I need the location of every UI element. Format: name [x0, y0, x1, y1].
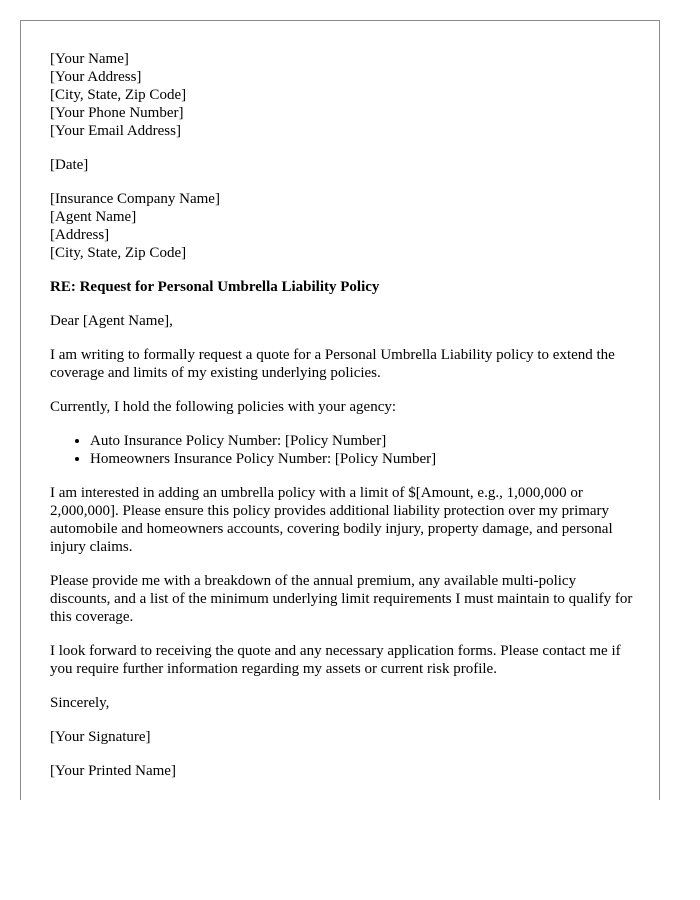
sender-name: [Your Name] — [50, 51, 129, 67]
recipient-address-block — [50, 190, 640, 262]
sender-address-block — [50, 50, 640, 140]
letter-page — [20, 20, 660, 800]
sender-address: [Your Address] — [50, 69, 142, 85]
sender-city-state-zip: [City, State, Zip Code] — [50, 87, 187, 103]
letter-date: [Date] — [50, 157, 89, 173]
list-item: • Auto Insurance Policy Number: [Policy Number] — [90, 432, 640, 450]
recipient-city-state-zip: [City, State, Zip Code] — [50, 245, 187, 261]
list-item: • Homeowners Insurance Policy Number: [Policy Number] — [90, 450, 640, 468]
closing-paragraph: I look forward to receiving the quote and any necessary application forms. Please contact me if you require further information regarding my assets or current risk profile. — [50, 643, 621, 677]
recipient-agent: [Agent Name] — [50, 209, 137, 225]
policy-list — [50, 432, 640, 468]
recipient-company: [Insurance Company Name] — [50, 191, 220, 207]
salutation: Dear [Agent Name], — [50, 313, 173, 329]
interest-paragraph: I am interested in adding an umbrella policy with a limit of $[Amount, e.g., 1,000,000 or 2,000,000]. Please ensure this policy provides additional liability protection over my primary automobile and homeowners accounts, covering bodily injury, property damage, and personal injury claims. — [50, 485, 613, 555]
current-policies-paragraph: Currently, I hold the following policies with your agency: — [50, 399, 397, 415]
date-block — [50, 156, 640, 174]
breakdown-paragraph: Please provide me with a breakdown of the annual premium, any available multi-policy discounts, and a list of the minimum underlying limit requirements I must maintain to qualify for this coverage. — [50, 573, 633, 625]
recipient-address: [Address] — [50, 227, 110, 243]
letter-body — [50, 50, 640, 796]
printed-name: [Your Printed Name] — [50, 763, 176, 779]
subject-line: RE: Request for Personal Umbrella Liability Policy — [50, 279, 380, 295]
sender-phone: [Your Phone Number] — [50, 105, 184, 121]
complimentary-close: Sincerely, — [50, 695, 110, 711]
signature-placeholder: [Your Signature] — [50, 729, 151, 745]
intro-paragraph: I am writing to formally request a quote for a Personal Umbrella Liability policy to extend the coverage and limits of my existing underlying policies. — [50, 347, 615, 381]
sender-email: [Your Email Address] — [50, 123, 181, 139]
